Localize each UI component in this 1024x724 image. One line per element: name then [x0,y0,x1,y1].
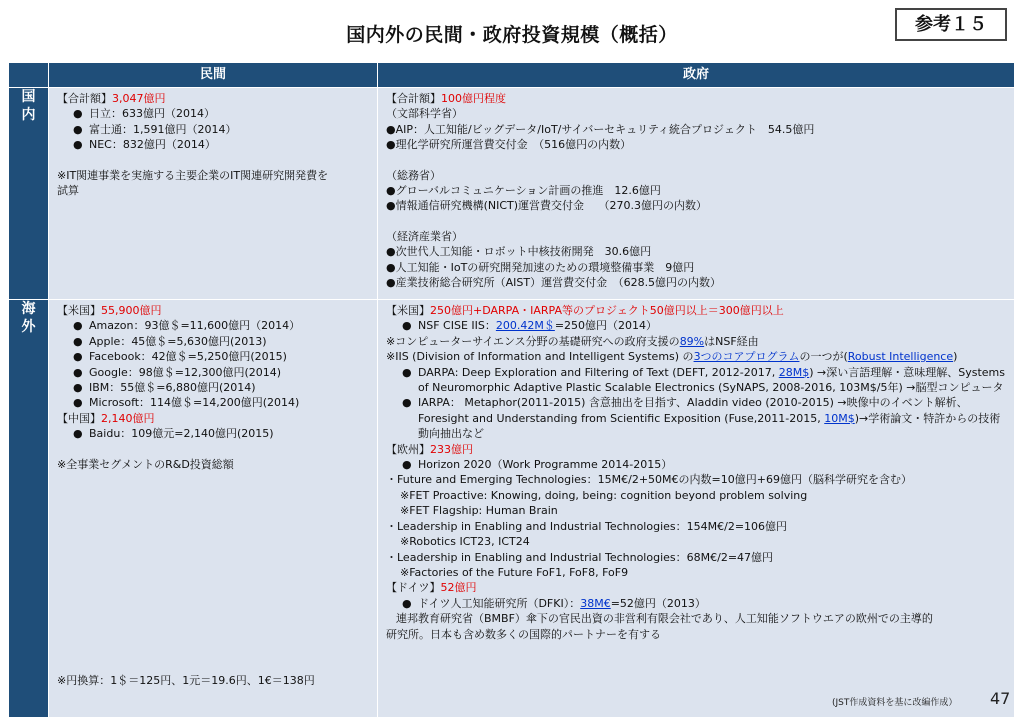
list-item: ● 日立：633億円（2014） [73,107,215,121]
header-government: 政府 [378,63,1015,88]
list-item: ● Apple：45億＄=5,630億円(2013) [73,334,267,348]
robust-intelligence-link[interactable]: Robust Intelligence [847,350,954,364]
ministry-label: （経済産業省） [386,229,463,243]
eu-fet-sub: ※FET Proactive: Knowing, doing, being: cognition beyond problem solving [400,488,808,502]
fx-note: ※円換算：1＄＝125円、1元＝19.6円、1€＝138円 [57,674,315,687]
header-corner [9,63,49,88]
iarpa-line-3: 動向抽出など [418,427,484,441]
list-item: ●次世代人工知能・ロボット中核技術開発 30.6億円 [386,245,652,259]
domestic-private-note: ※IT関連事業を実施する主要企業のIT関連研究開発費を試算 [57,168,329,198]
eu-fet: ・Future and Emerging Technologies：15M€/2+50M€の内数=10億円+69億円（脳科学研究を含む） [386,473,912,487]
dfki-amount-link[interactable]: 38M€ [580,596,611,610]
list-item: ● NSF CISE IIS：200.42M＄=250億円（2014） [402,319,658,333]
list-item: ● DARPA: Deep Exploration and Filtering of Text (DEFT, 2012-2017, 28M$) →深い言語理解・意味理解、Systems [402,365,1006,379]
dfki-desc: 連邦教育研究省（BMBF）傘下の官民出資の非営利有限会社であり、人工知能ソフトウエアの欧州での主導的 [396,612,933,626]
us-private-total: 【米国】55,900億円 [57,304,162,317]
de-gov-total: 【ドイツ】52億円 [386,581,477,595]
list-item: ●グローバルコミュニケーション計画の推進 12.6億円 [386,184,661,198]
ministry-label: （文部科学省） [386,107,463,121]
overseas-private-cell [49,300,378,718]
eu-leit: ・Leadership in Enabling and Industrial Technologies：68M€/2=47億円 [386,550,774,564]
domestic-private-total: 【合計額】3,047億円 [57,92,166,105]
list-item: ● 富士通：1,591億円（2014） [73,122,237,136]
reference-badge: 参考１５ [895,8,1007,41]
darpa-amount-link[interactable]: 28M$ [778,365,810,379]
investment-table [8,62,1015,718]
source-note: (JST作成資料を基に改編作成） [832,698,958,708]
list-item: ●理化学研究所運営費交付金 （516億円の内数） [386,138,632,152]
nsf-note: ※コンピューターサイエンス分野の基礎研究への政府支援の89%はNSF経由 [386,334,759,348]
list-item: ●AIP：人工知能/ビッグデータ/IoT/サイバーセキュリティ統合プロジェクト 54.5億円 [386,122,815,136]
list-item: ● Microsoft：114億＄=14,200億円(2014) [73,396,300,410]
eu-fet-sub: ※FET Flagship: Human Brain [400,504,558,518]
eu-leit: ・Leadership in Enabling and Industrial Technologies：154M€/2=106億円 [386,519,788,533]
domestic-private-cell [49,88,378,300]
list-item: ●人工知能・IoTの研究開発加速のための環境整備事業 9億円 [386,260,695,274]
list-item: ● Facebook：42億＄=5,250億円(2015) [73,350,287,364]
page-number: 47 [990,689,1011,708]
page-title: 国内外の民間・政府投資規模（概括） [346,24,678,46]
list-item: ● ドイツ人工知能研究所（DFKI）：38M€=52億円（2013） [402,596,706,610]
list-item: ● IARPA： Metaphor(2011-2015) 含意抽出を目指す、Aladdin video (2010-2015) →映像中のイベント解析、 [402,396,968,410]
iarpa-amount-link[interactable]: 10M$ [824,411,855,425]
row-label-overseas: 海外 [9,300,49,718]
ministry-label: （総務省） [386,168,441,182]
eu-leit-sub: ※Robotics ICT23, ICT24 [400,535,530,549]
eu-gov-total: 【欧州】233億円 [386,442,473,456]
darpa-line-2: of Neuromorphic Adaptive Plastic Scalable Electronics (SyNAPS, 2008-2016, 103M$/5年) →脳型コンピュータ [418,381,1004,395]
iarpa-line-2: Foresight and Understanding from Scientific Exposition (Fuse,2011-2015, 10M$)→学術論文・特許からの技術 [418,411,1001,425]
list-item: ● Google：98億＄=12,300億円(2014) [73,365,282,379]
domestic-gov-total: 【合計額】100億円程度 [386,92,506,105]
nsf-amount-link[interactable]: 200.42M＄ [495,319,555,333]
domestic-government-cell [378,88,1015,300]
iis-note: ※IIS (Division of Information and Intelligent Systems) の3つのコアプログラムの一つが(Robust Intelligence) [386,350,958,364]
us-gov-total: 【米国】250億円+DARPA・IARPA等のプロジェクト50億円以上＝300億円以上 [386,304,784,317]
overseas-private-note: ※全事業セグメントのR&D投資総額 [57,457,234,471]
dfki-desc: 研究所。日本も含め数多くの国際的パートナーを有する [386,627,661,641]
list-item: ● Baidu：109億元=2,140億円(2015) [73,427,274,441]
nsf-percent-link[interactable]: 89% [679,334,705,348]
list-item: ● IBM：55億＄=6,880億円(2014) [73,381,256,395]
row-label-domestic: 国内 [9,88,49,300]
cn-private-total: 【中国】2,140億円 [57,411,155,425]
eu-leit-sub: ※Factories of the Future FoF1, FoF8, FoF9 [400,565,629,579]
list-item: ●産業技術総合研究所（AIST）運営費交付金 （628.5億円の内数） [386,276,722,290]
list-item: ● NEC：832億円（2014） [73,138,216,152]
list-item: ●情報通信研究機構(NICT)運営費交付金 （270.3億円の内数） [386,199,708,213]
overseas-government-cell [378,300,1015,718]
core-programs-link[interactable]: 3つのコアプログラム [693,350,800,364]
list-item: ● Amazon：93億＄=11,600億円（2014） [73,319,301,333]
header-private: 民間 [49,63,378,88]
list-item: ● Horizon 2020（Work Programme 2014-2015） [402,458,673,472]
